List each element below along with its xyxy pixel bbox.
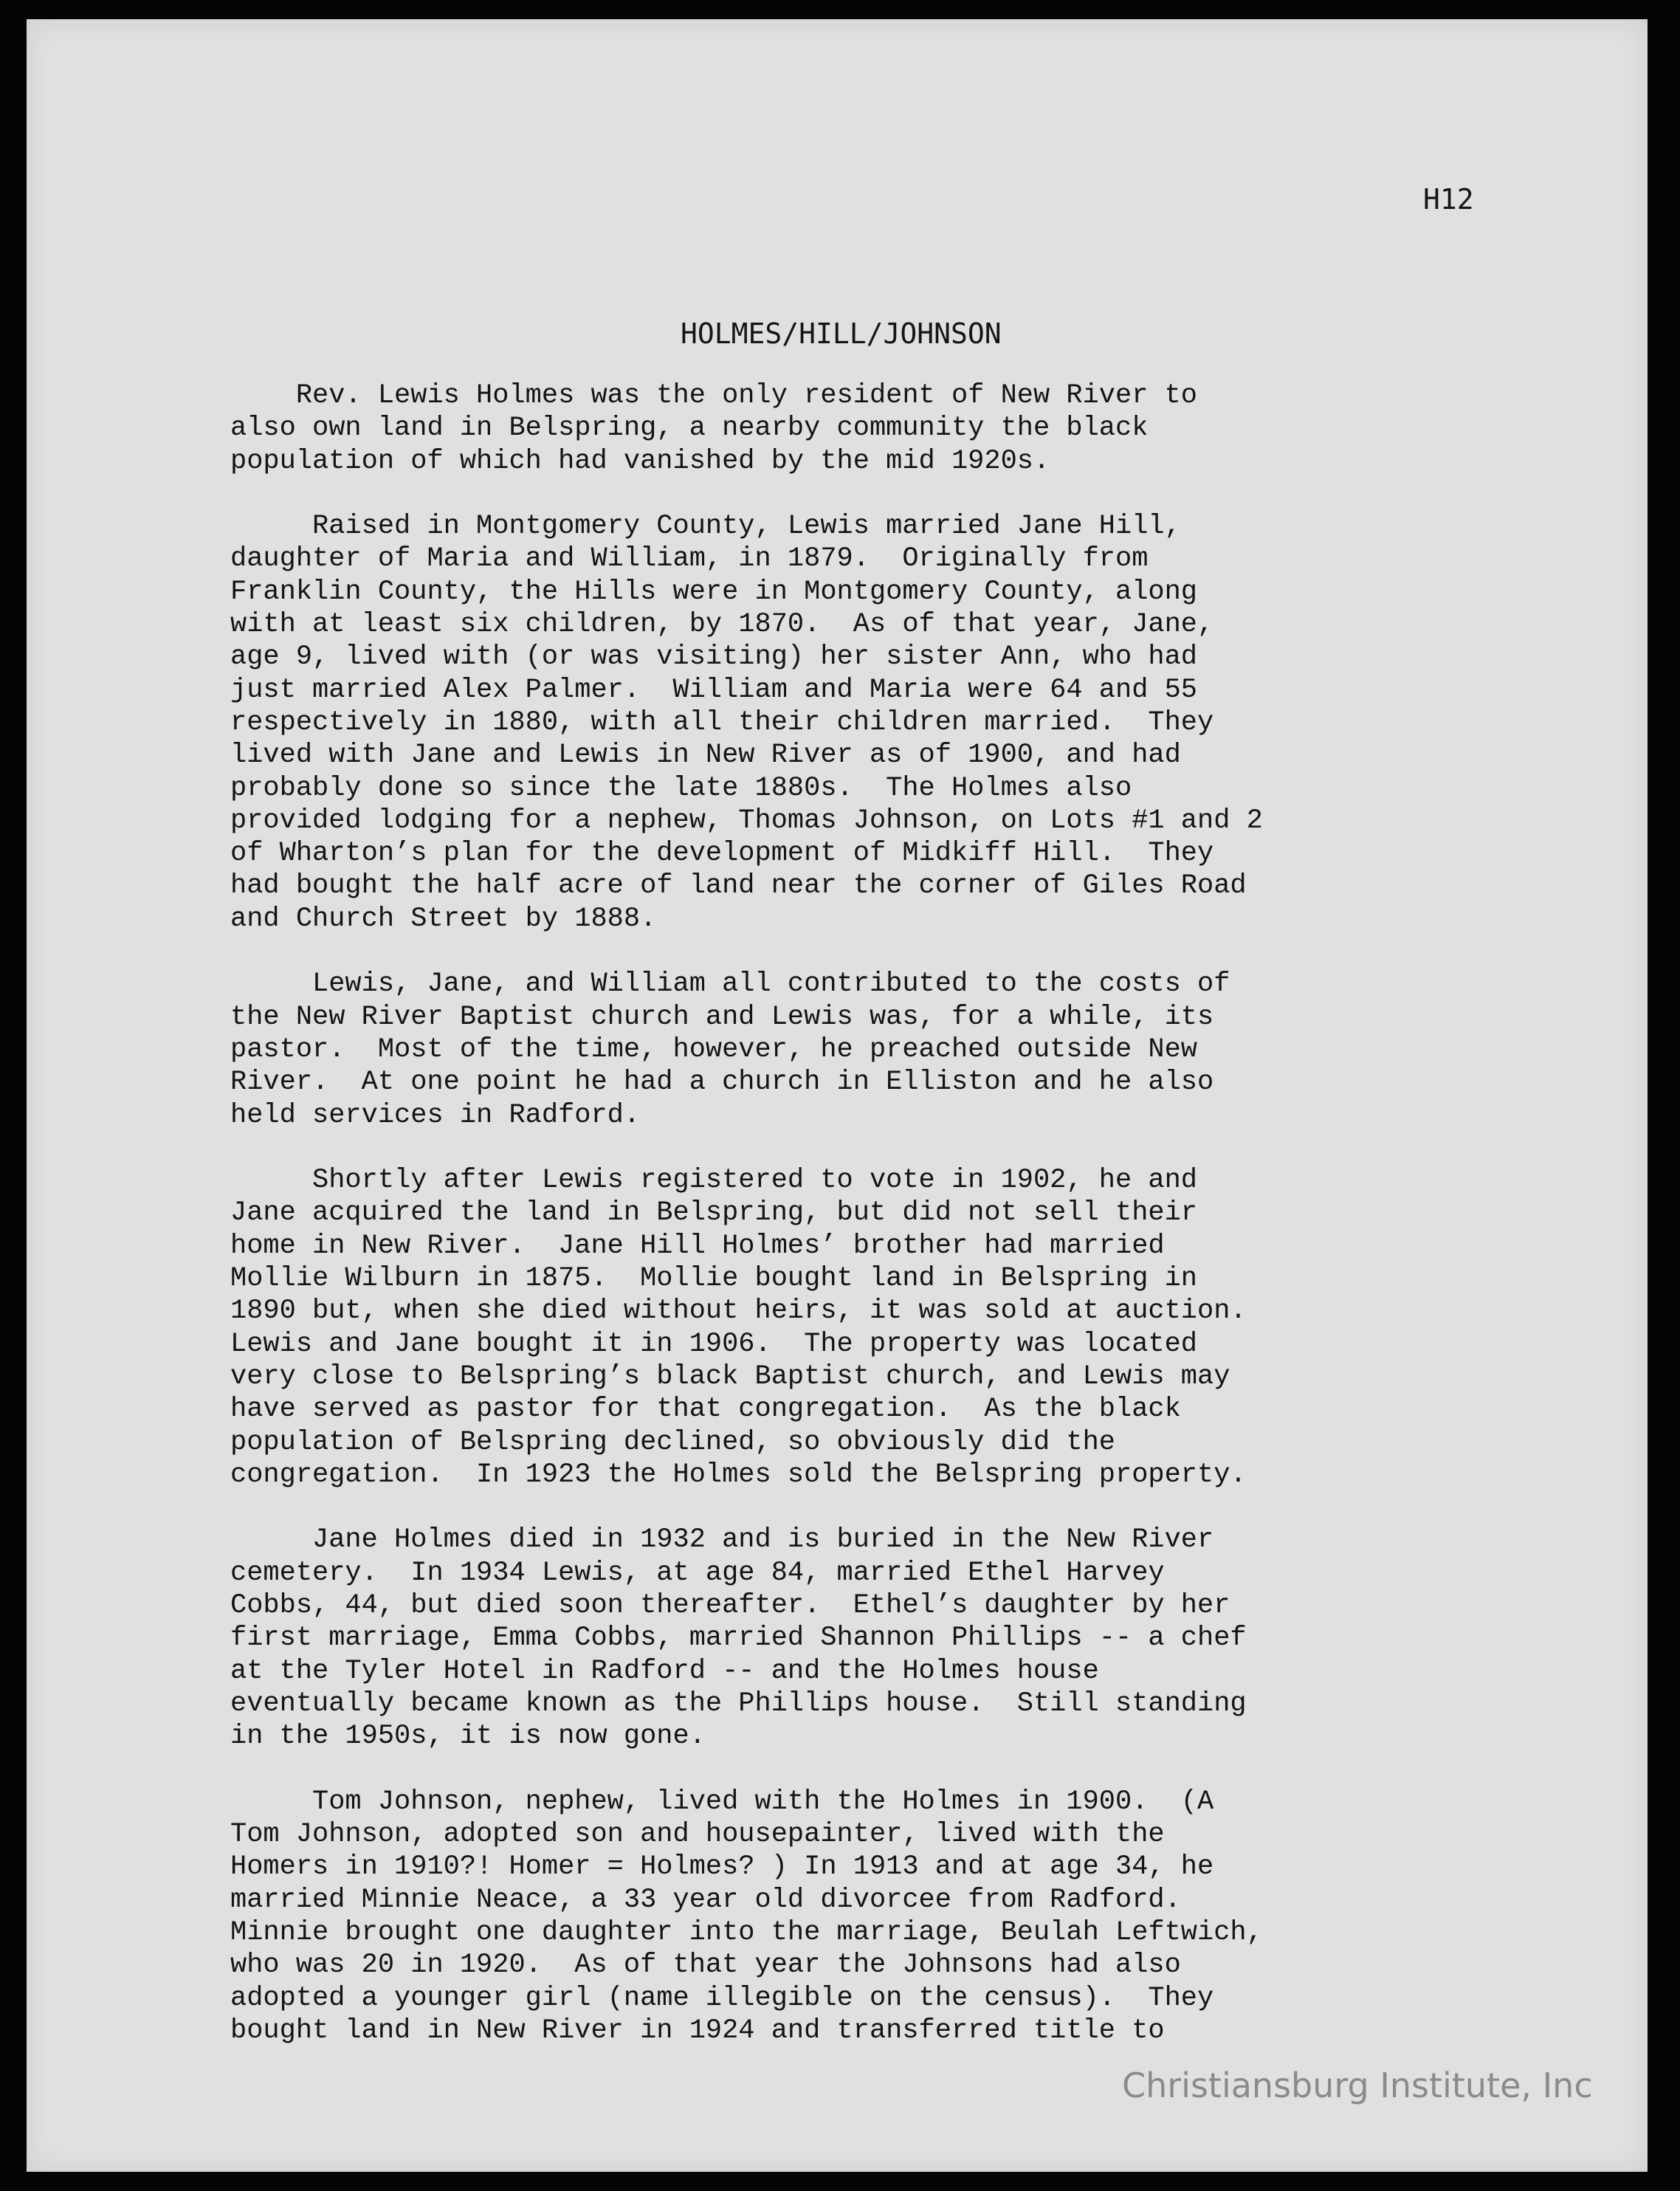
document-title: HOLMES/HILL/JOHNSON bbox=[681, 317, 1002, 350]
paragraph-5: Jane Holmes died in 1932 and is buried in the New River cemetery. In 1934 Lewis, at age 84, married Ethel Harvey Cobbs, 44, but died soon thereafter. Ethel’s daughter by her first marriage, Emma Cobbs, married Shannon Phillips -- a chef at the Tyler Hotel in Radford -- and the Holmes house eventually became known as the Phillips house. Still standing in the 1950s, it is now gone. bbox=[230, 1524, 1247, 1753]
watermark-text: Christiansburg Institute, Inc bbox=[1122, 2066, 1593, 2105]
paragraph-1: Rev. Lewis Holmes was the only resident of New River to also own land in Belspring, a nearby community the black population of which had vanished by the mid 1920s. bbox=[230, 380, 1198, 477]
paragraph-6: Tom Johnson, nephew, lived with the Holmes in 1900. (A Tom Johnson, adopted son and housepainter, lived with the Homers in 1910?! Homer = Holmes? ) In 1913 and at age 34, he married Minnie Neace, a 33 year old divorcee from Radford. Minnie brought one daughter into the marriage, Beulah Leftwich, who was 20 in 1920. As of that year the Johnsons had also adopted a younger girl (name illegible on the census). They bought land in New River in 1924 and transferred title to bbox=[230, 1786, 1263, 2046]
paragraph-2: Raised in Montgomery County, Lewis married Jane Hill, daughter of Maria and William, in 1879. Originally from Franklin County, the Hills were in Montgomery County, along with at least six children, by 1870. As of that year, Jane, age 9, lived with (or was visiting) her sister Ann, who had just married Alex Palmer. William and Maria were 64 and 55 respectively in 1880, with all their children married. They lived with Jane and Lewis in New River as of 1900, and had probably done so since the late 1880s. The Holmes also provided lodging for a nephew, Thomas Johnson, on Lots #1 and 2 of Wharton’s plan for the development of Midkiff Hill. They had bought the half acre of land near the corner of Giles Road and Church Street by 1888. bbox=[230, 511, 1263, 935]
paragraph-4: Shortly after Lewis registered to vote in 1902, he and Jane acquired the land in Belspring, but did not sell their home in New River. Jane Hill Holmes’ brother had married Mollie Wilburn in 1875. Mollie bought land in Belspring in 1890 but, when she died without heirs, it was sold at auction. Lewis and Jane bought it in 1906. The property was located very close to Belspring’s black Baptist church, and Lewis may have served as pastor for that congregation. As the black population of Belspring declined, so obviously did the congregation. In 1923 the Holmes sold the Belspring property. bbox=[230, 1165, 1247, 1490]
paragraph-3: Lewis, Jane, and William all contributed to the costs of the New River Baptist church and Lewis was, for a while, its pastor. Most of the time, however, he preached outside New River. At one point he had a church in Elliston and he also held services in Radford. bbox=[230, 969, 1230, 1131]
page-number: H12 bbox=[1423, 183, 1474, 216]
document-body bbox=[230, 379, 1485, 2080]
